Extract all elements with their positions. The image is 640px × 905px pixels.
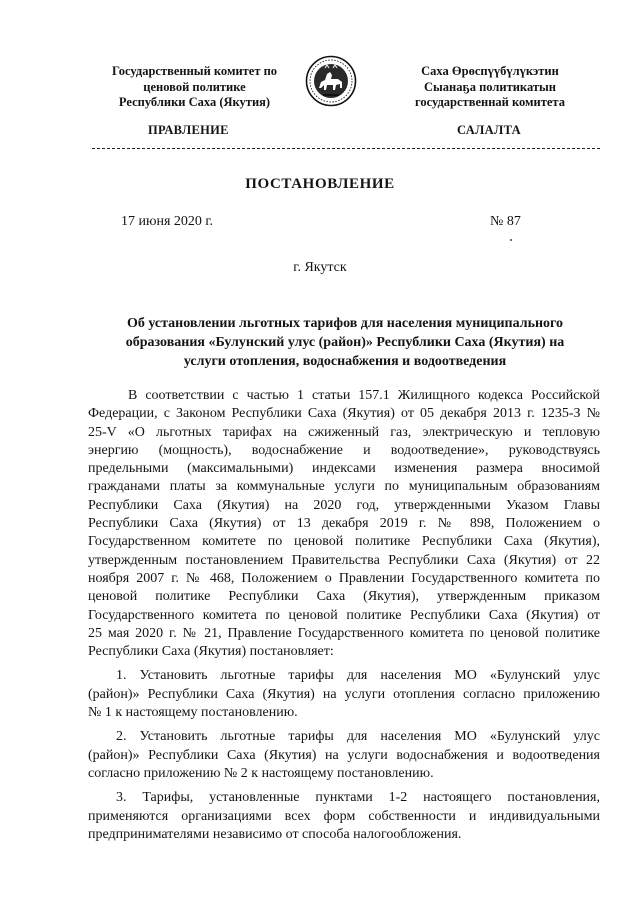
body-line: предельными (максимальными) индексами изменения размера вносимой bbox=[88, 461, 600, 477]
body-line: 2. Установить льготные тарифы для населения МО «Булунский улус bbox=[116, 729, 600, 745]
header-left-line-1: Государственный комитет по bbox=[111, 64, 278, 78]
body-line: энергию (мощность), водоснабжение и водоотведение», руководствуясь bbox=[88, 442, 600, 458]
document-body bbox=[88, 387, 600, 844]
body-line: согласно приложению № 2 к настоящему постановлению. bbox=[88, 765, 434, 781]
resolution-item-1 bbox=[88, 667, 600, 722]
title-line: образования «Булунский улус (район)» Республики Саха (Якутия) на bbox=[125, 335, 565, 350]
body-line: предпринимателями независимо от способа налогообложения. bbox=[88, 826, 462, 842]
body-line: Федерации, с Законом Республики Саха (Якутия) от 05 декабря 2013 г. 1235-З № bbox=[88, 406, 600, 422]
body-line: Государственного комитета по ценовой политике Республики Саха (Якутия) от bbox=[88, 607, 600, 623]
board-label-yakut: САЛАЛТА bbox=[457, 123, 521, 137]
coat-of-arms-emblem-icon bbox=[305, 55, 357, 107]
header-left-line-2: ценовой политике bbox=[143, 79, 246, 94]
body-line: 25 мая 2020 г. № 21, Правление Государственного комитета по ценовой политике bbox=[88, 625, 600, 641]
body-line: (район)» Республики Саха (Якутия) на услуги отопления согласно приложению bbox=[88, 686, 600, 702]
document-title bbox=[90, 314, 600, 371]
body-line: 25-V «О льготных тарифах на сжиженный газ, электрическую и тепловую bbox=[88, 424, 600, 440]
body-line: ценовой политике Республики Саха (Якутия), утвержденным приказом bbox=[88, 589, 600, 605]
committee-name-russian bbox=[92, 64, 297, 111]
title-line: Об установлении льготных тарифов для населения муниципального bbox=[126, 316, 564, 331]
body-line: ноября 2007 г. № 468, Положением о Правлении Государственного комитета по bbox=[88, 570, 600, 586]
header-right-line-2: Сыанаҕа политикатын bbox=[424, 79, 556, 94]
document-city: г. Якутск bbox=[293, 260, 347, 275]
committee-name-yakut bbox=[385, 64, 595, 111]
header-right-line-1: Саха Өрөспүүбүлүкэтин bbox=[421, 64, 559, 78]
body-line: утвержденным постановлением Правительства Республики Саха (Якутия) от 22 bbox=[88, 552, 600, 568]
body-line: (район)» Республики Саха (Якутия) на услуги водоснабжения и водоотведения bbox=[88, 747, 600, 763]
body-line: 3. Тарифы, установленные пунктами 1-2 настоящего постановления, bbox=[116, 790, 600, 806]
document-date: 17 июня 2020 г. bbox=[121, 214, 214, 229]
document-number: № 87 bbox=[490, 214, 521, 229]
body-line: Республики Саха (Якутия) от 13 декабря 2019 г. № 898, Положением о bbox=[88, 516, 600, 532]
header-right-line-3: государственнай комитета bbox=[415, 95, 565, 109]
document-type-heading: ПОСТАНОВЛЕНИЕ bbox=[245, 176, 395, 192]
board-label-russian: ПРАВЛЕНИЕ bbox=[148, 123, 229, 137]
body-line: Республики Саха (Якутия) на 2020 год, утвержденными Указом Главы bbox=[88, 497, 600, 513]
body-line: применяются организациями всех форм собственности и индивидуальными bbox=[88, 808, 600, 824]
body-line: гражданами платы за коммунальные услуги по муниципальным образованиям bbox=[88, 479, 600, 495]
header-divider bbox=[92, 148, 600, 149]
resolution-item-2 bbox=[88, 728, 600, 783]
body-line: 1. Установить льготные тарифы для населения МО «Булунский улус bbox=[116, 668, 600, 684]
header-left-line-3: Республики Саха (Якутия) bbox=[118, 95, 271, 109]
body-line: № 1 к настоящему постановлению. bbox=[88, 705, 298, 721]
body-line: Государственном комитете по ценовой политике Республики Саха (Якутия), bbox=[88, 534, 600, 550]
resolution-item-3 bbox=[88, 789, 600, 844]
body-line: В соответствии с частью 1 статьи 157.1 Жилищного кодекса Российской bbox=[128, 388, 600, 403]
body-line: Республики Саха (Якутия) постановляет: bbox=[88, 644, 334, 660]
title-line: услуги отопления, водоснабжения и водоотведения bbox=[183, 354, 507, 369]
scan-speck bbox=[510, 239, 512, 241]
preamble-paragraph bbox=[88, 387, 600, 661]
